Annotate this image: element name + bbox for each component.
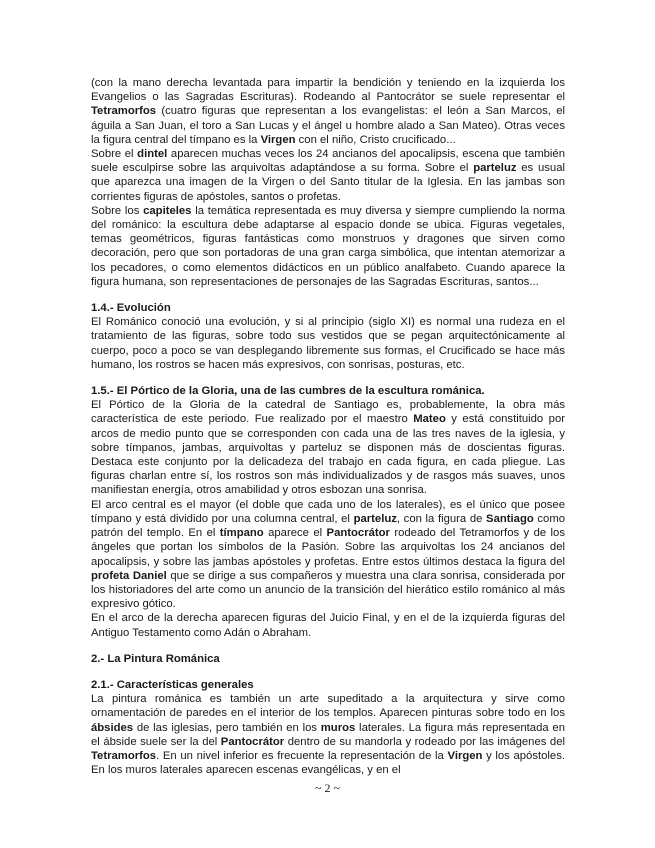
term-tetramorfos: Tetramorfos bbox=[91, 105, 157, 118]
term-timpano: tímpano bbox=[219, 527, 264, 540]
term-virgen: Virgen bbox=[260, 133, 296, 146]
paragraph-portico-3: En el arco de la derecha aparecen figuras del Juicio Final, y en el de la izquierda figuras del Antiguo Testamento como Adán o Abraham. bbox=[91, 612, 565, 639]
term-muros: muros bbox=[320, 721, 356, 734]
paragraph-evolucion: El Románico conoció una evolución, y si al principio (siglo XI) es normal una rudeza en el tratamiento de las figuras, sobre todo sus vestidos que se pegan arquitectónicamente al cuerpo, poco a poco se van desplegando libremente sus formas, el Crucificado se hace más humano, los rostros se hacen más expresivos, con sonrisas, posturas, etc. bbox=[91, 316, 565, 371]
term-santiago: Santiago bbox=[486, 512, 534, 525]
term-pantocrator: Pantocrátor bbox=[326, 527, 390, 540]
paragraph-dintel: Sobre el dintel aparecen muchas veces los 24 ancianos del apocalipsis, escena que también suele esculpirse sobre las arquivoltas adaptándose a su forma. Sobre el parteluz es usual que aparezca una imagen de la Virgen o del Santo titular de la Iglesia. En las jambas son corrientes figuras de apóstoles, santos o profetas. bbox=[91, 148, 566, 203]
term-parteluz: parteluz bbox=[353, 512, 397, 525]
paragraph-capiteles: Sobre los capiteles la temática representada es muy diversa y siempre cumpliendo la norma del románico: la escultura debe adaptarse al espacio donde se ubica. Figuras vegetales, temas geométricos, figuras fantásticas como monstruos y dragones que sirven como decoración, pero que son portadoras de una gran carga simbólica, que intentan atemorizar a los pecadores, o como elementos didácticos en un público analfabeto. Cuando aparece la figura humana, son representaciones de personajes de las Sagradas Escrituras, santos... bbox=[91, 204, 565, 288]
term-dintel: dintel bbox=[137, 148, 168, 161]
term-virgen: Virgen bbox=[447, 749, 483, 762]
term-tetramorfos: Tetramorfos bbox=[91, 749, 157, 762]
heading-pintura-romanica: 2.- La Pintura Románica bbox=[91, 652, 220, 665]
term-pantocrator: Pantocrátor bbox=[220, 735, 285, 748]
heading-caracteristicas: 2.1.- Características generales bbox=[91, 678, 254, 691]
paragraph-tetramorfos: (con la mano derecha levantada para impartir la bendición y teniendo en la izquierda los Evangelios o las Sagradas Escrituras). Rodeando al Pantocrátor se suele representar el Tetramorfos (cuatro figuras que representan a los evangelistas: el león a San Marcos, el águila a San Juan, el toro a San Lucas y el ángel u hombre alado a San Mateo). Otras veces la figura central del tímpano es la Virgen con el niño, Cristo crucificado... bbox=[91, 77, 565, 146]
heading-portico-gloria: 1.5.- El Pórtico de la Gloria, una de las cumbres de la escultura románica. bbox=[91, 385, 485, 398]
paragraph-portico-1: El Pórtico de la Gloria de la catedral de Santiago es, probablemente, la obra más característica de este periodo. Fue realizado por el maestro Mateo y está constituido por arcos de medio punto que se corresponden con cada una de las tres naves de la iglesia, y sobre tímpanos, jambas, arquivoltas y parteluz se disponen más de doscientas figuras. Destaca este conjunto por la delicadeza del trabajo en cada figura, en cada pliegue. Las figuras charlan entre sí, los rostros son más individualizados y de rasgos más suaves, unos manifiestan energía, otros amabilidad y otros esbozan una sonrisa. bbox=[91, 399, 565, 497]
page-number: ~ 2 ~ bbox=[315, 781, 340, 795]
term-capiteles: capiteles bbox=[143, 204, 192, 217]
document-body bbox=[91, 76, 565, 777]
paragraph-caracteristicas: La pintura románica es también un arte supeditado a la arquitectura y sirve como ornamentación de paredes en el interior de los templos. Aparecen pinturas sobre todo en los ábsides de las iglesias, pero también en los muros laterales. La figura más representada en el ábside suele ser la del Pantocrátor dentro de su mandorla y rodeado por las imágenes del Tetramorfos. En un nivel inferior es frecuente la representación de la Virgen y los apóstoles. En los muros laterales aparecen escenas evangélicas, y en el bbox=[91, 693, 565, 777]
paragraph-portico-2: El arco central es el mayor (el doble que cada uno de los laterales), es el único que posee tímpano y está dividido por una columna central, el parteluz, con la figura de Santiago como patrón del templo. En el tímpano aparece el Pantocrátor rodeado del Tetramorfos y de los ángeles que portan los símbolos de la Pasión. Sobre las arquivoltas los 24 ancianos del apocalipsis, y sobre las jambas apóstoles y profetas. Entre estos últimos destaca la figura del profeta Daniel que se dirige a sus compañeros y muestra una clara sonrisa, considerada por los historiadores del arte como un anuncio de la transición del hierático estilo románico al más expresivo gótico. bbox=[91, 498, 566, 611]
term-profeta-daniel: profeta Daniel bbox=[91, 569, 167, 582]
term-absides: ábsides bbox=[91, 721, 134, 734]
heading-evolucion: 1.4.- Evolución bbox=[91, 302, 171, 315]
term-mateo: Mateo bbox=[413, 413, 446, 426]
term-parteluz: parteluz bbox=[473, 162, 517, 175]
